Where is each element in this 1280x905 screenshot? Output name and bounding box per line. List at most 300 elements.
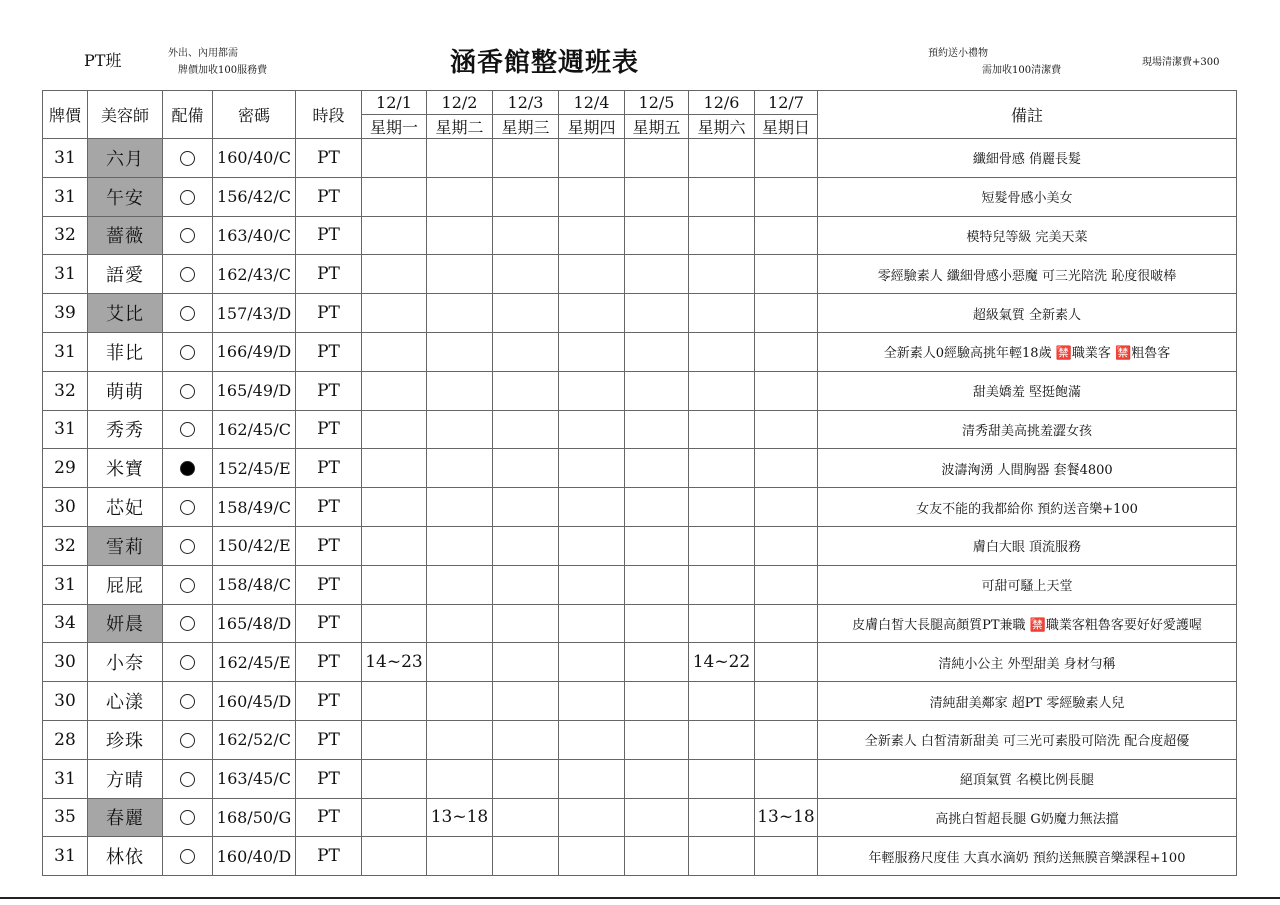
shift-cell bbox=[427, 139, 493, 178]
empty-circle-icon bbox=[180, 694, 195, 709]
shift-cell bbox=[427, 410, 493, 449]
shift-cell bbox=[625, 643, 689, 682]
equip-cell bbox=[163, 526, 213, 565]
price-cell: 30 bbox=[43, 643, 88, 682]
password-cell: 162/45/E bbox=[213, 643, 296, 682]
shift-cell bbox=[689, 410, 755, 449]
beautician-name-cell: 菲比 bbox=[88, 332, 163, 371]
shift-cell bbox=[689, 371, 755, 410]
col-header-date: 12/2 bbox=[427, 91, 493, 115]
equip-cell bbox=[163, 604, 213, 643]
period-cell: PT bbox=[296, 720, 362, 759]
period-cell: PT bbox=[296, 565, 362, 604]
shift-cell bbox=[559, 449, 625, 488]
col-header-weekday: 星期日 bbox=[755, 115, 818, 139]
table-row bbox=[43, 332, 1237, 371]
price-cell: 32 bbox=[43, 216, 88, 255]
shift-cell bbox=[493, 682, 559, 721]
shift-cell bbox=[625, 488, 689, 527]
onsite-cleaning-fee-note: 現場清潔費+300 bbox=[1142, 57, 1220, 68]
shift-cell bbox=[427, 255, 493, 294]
shift-cell bbox=[493, 837, 559, 876]
shift-cell bbox=[559, 332, 625, 371]
table-row bbox=[43, 682, 1237, 721]
beautician-name-cell: 秀秀 bbox=[88, 410, 163, 449]
shift-cell bbox=[755, 216, 818, 255]
beautician-name-cell: 芯妃 bbox=[88, 488, 163, 527]
password-cell: 162/45/C bbox=[213, 410, 296, 449]
remark-cell: 甜美嬌羞 堅挺飽滿 bbox=[818, 371, 1237, 410]
password-cell: 168/50/G bbox=[213, 798, 296, 837]
shift-cell bbox=[493, 255, 559, 294]
beautician-name-cell: 方晴 bbox=[88, 759, 163, 798]
period-cell: PT bbox=[296, 759, 362, 798]
price-cell: 34 bbox=[43, 604, 88, 643]
password-cell: 166/49/D bbox=[213, 332, 296, 371]
period-cell: PT bbox=[296, 643, 362, 682]
remark-cell: 零經驗素人 纖細骨感小惡魔 可三光陪洗 恥度很啵棒 bbox=[818, 255, 1237, 294]
shift-cell bbox=[559, 371, 625, 410]
shift-cell bbox=[493, 604, 559, 643]
shift-cell bbox=[625, 332, 689, 371]
shift-cell bbox=[755, 410, 818, 449]
shift-cell bbox=[625, 565, 689, 604]
remark-cell: 纖細骨感 俏麗長髮 bbox=[818, 139, 1237, 178]
shift-cell bbox=[427, 177, 493, 216]
booking-note-line-1: 預約送小禮物 bbox=[928, 48, 988, 59]
shift-cell bbox=[362, 837, 427, 876]
beautician-name-cell: 午安 bbox=[88, 177, 163, 216]
shift-cell bbox=[755, 371, 818, 410]
remark-cell: 清秀甜美高挑羞澀女孩 bbox=[818, 410, 1237, 449]
shift-cell bbox=[362, 720, 427, 759]
table-row bbox=[43, 759, 1237, 798]
remark-cell: 清純甜美鄰家 超PT 零經驗素人兒 bbox=[818, 682, 1237, 721]
col-header-date: 12/4 bbox=[559, 91, 625, 115]
empty-circle-icon bbox=[180, 151, 195, 166]
shift-cell bbox=[427, 720, 493, 759]
beautician-name-cell: 六月 bbox=[88, 139, 163, 178]
shift-cell bbox=[689, 798, 755, 837]
beautician-name-cell: 雪莉 bbox=[88, 526, 163, 565]
shift-cell bbox=[362, 332, 427, 371]
empty-circle-icon bbox=[180, 500, 195, 515]
filled-circle-icon bbox=[180, 461, 195, 476]
period-cell: PT bbox=[296, 371, 362, 410]
remark-cell: 清純小公主 外型甜美 身材勻稱 bbox=[818, 643, 1237, 682]
shift-cell bbox=[689, 720, 755, 759]
shift-cell bbox=[755, 255, 818, 294]
shift-cell bbox=[755, 604, 818, 643]
shift-cell bbox=[755, 139, 818, 178]
shift-cell bbox=[625, 294, 689, 333]
equip-cell bbox=[163, 294, 213, 333]
price-cell: 31 bbox=[43, 759, 88, 798]
class-label: PT班 bbox=[84, 51, 122, 70]
shift-cell bbox=[689, 759, 755, 798]
period-cell: PT bbox=[296, 216, 362, 255]
beautician-name-cell: 萌萌 bbox=[88, 371, 163, 410]
shift-cell: 13~18 bbox=[755, 798, 818, 837]
col-header-weekday: 星期六 bbox=[689, 115, 755, 139]
shift-cell bbox=[493, 177, 559, 216]
period-cell: PT bbox=[296, 255, 362, 294]
password-cell: 150/42/E bbox=[213, 526, 296, 565]
col-header-weekday: 星期一 bbox=[362, 115, 427, 139]
shift-cell bbox=[362, 682, 427, 721]
shift-cell bbox=[362, 604, 427, 643]
empty-circle-icon bbox=[180, 578, 195, 593]
shift-cell bbox=[559, 798, 625, 837]
period-cell: PT bbox=[296, 449, 362, 488]
price-cell: 31 bbox=[43, 837, 88, 876]
empty-circle-icon bbox=[180, 772, 195, 787]
empty-circle-icon bbox=[180, 345, 195, 360]
shift-cell bbox=[625, 449, 689, 488]
beautician-name-cell: 珍珠 bbox=[88, 720, 163, 759]
price-cell: 29 bbox=[43, 449, 88, 488]
shift-cell bbox=[625, 798, 689, 837]
shift-cell bbox=[559, 604, 625, 643]
shift-cell bbox=[625, 682, 689, 721]
shift-cell bbox=[755, 759, 818, 798]
shift-cell bbox=[559, 643, 625, 682]
shift-cell bbox=[755, 526, 818, 565]
shift-cell bbox=[427, 837, 493, 876]
price-cell: 39 bbox=[43, 294, 88, 333]
remark-cell: 全新素人 白皙清新甜美 可三光可素股可陪洗 配合度超優 bbox=[818, 720, 1237, 759]
password-cell: 152/45/E bbox=[213, 449, 296, 488]
shift-cell bbox=[689, 565, 755, 604]
remark-cell: 短髮骨感小美女 bbox=[818, 177, 1237, 216]
empty-circle-icon bbox=[180, 190, 195, 205]
period-cell: PT bbox=[296, 604, 362, 643]
equip-cell bbox=[163, 643, 213, 682]
shift-cell bbox=[362, 488, 427, 527]
price-cell: 32 bbox=[43, 526, 88, 565]
shift-cell bbox=[755, 565, 818, 604]
shift-cell bbox=[559, 759, 625, 798]
shift-cell bbox=[362, 139, 427, 178]
shift-cell bbox=[689, 604, 755, 643]
table-row bbox=[43, 294, 1237, 333]
schedule-body bbox=[43, 139, 1237, 876]
col-header-name: 美容師 bbox=[88, 91, 163, 139]
period-cell: PT bbox=[296, 798, 362, 837]
password-cell: 160/40/D bbox=[213, 837, 296, 876]
empty-circle-icon bbox=[180, 810, 195, 825]
shift-cell bbox=[559, 488, 625, 527]
shift-cell bbox=[493, 488, 559, 527]
shift-cell bbox=[689, 488, 755, 527]
shift-cell bbox=[427, 488, 493, 527]
empty-circle-icon bbox=[180, 228, 195, 243]
shift-cell bbox=[427, 682, 493, 721]
remark-cell: 膚白大眼 頂流服務 bbox=[818, 526, 1237, 565]
schedule-table bbox=[42, 90, 1237, 876]
col-header-price: 牌價 bbox=[43, 91, 88, 139]
table-row bbox=[43, 371, 1237, 410]
beautician-name-cell: 米寶 bbox=[88, 449, 163, 488]
shift-cell bbox=[362, 255, 427, 294]
shift-cell bbox=[427, 294, 493, 333]
shift-cell bbox=[427, 526, 493, 565]
page-bottom-divider bbox=[0, 897, 1280, 899]
remark-cell: 波濤洶湧 人間胸器 套餐4800 bbox=[818, 449, 1237, 488]
shift-cell bbox=[362, 526, 427, 565]
shift-cell: 14~22 bbox=[689, 643, 755, 682]
shift-cell bbox=[362, 216, 427, 255]
col-header-period: 時段 bbox=[296, 91, 362, 139]
price-cell: 30 bbox=[43, 682, 88, 721]
table-row bbox=[43, 449, 1237, 488]
period-cell: PT bbox=[296, 410, 362, 449]
period-cell: PT bbox=[296, 332, 362, 371]
shift-cell bbox=[559, 216, 625, 255]
shift-cell: 13~18 bbox=[427, 798, 493, 837]
table-row bbox=[43, 255, 1237, 294]
table-row bbox=[43, 604, 1237, 643]
equip-cell bbox=[163, 177, 213, 216]
price-cell: 31 bbox=[43, 139, 88, 178]
shift-cell bbox=[493, 139, 559, 178]
shift-cell bbox=[427, 216, 493, 255]
shift-cell bbox=[755, 720, 818, 759]
shift-cell bbox=[427, 759, 493, 798]
empty-circle-icon bbox=[180, 655, 195, 670]
shift-cell bbox=[755, 682, 818, 721]
remark-cell: 女友不能的我都給你 預約送音樂+100 bbox=[818, 488, 1237, 527]
shift-cell bbox=[427, 449, 493, 488]
password-cell: 162/43/C bbox=[213, 255, 296, 294]
table-row bbox=[43, 488, 1237, 527]
equip-cell bbox=[163, 682, 213, 721]
shift-cell bbox=[362, 294, 427, 333]
shift-cell bbox=[755, 643, 818, 682]
shift-cell bbox=[625, 604, 689, 643]
beautician-name-cell: 心漾 bbox=[88, 682, 163, 721]
shift-cell bbox=[559, 294, 625, 333]
empty-circle-icon bbox=[180, 849, 195, 864]
period-cell: PT bbox=[296, 177, 362, 216]
shift-cell bbox=[427, 604, 493, 643]
remark-cell: 年輕服務尺度佳 大真水滴奶 預約送無膜音樂課程+100 bbox=[818, 837, 1237, 876]
period-cell: PT bbox=[296, 294, 362, 333]
equip-cell bbox=[163, 565, 213, 604]
password-cell: 158/48/C bbox=[213, 565, 296, 604]
shift-cell bbox=[559, 720, 625, 759]
period-cell: PT bbox=[296, 488, 362, 527]
shift-cell bbox=[689, 216, 755, 255]
equip-cell bbox=[163, 837, 213, 876]
password-cell: 160/45/D bbox=[213, 682, 296, 721]
shift-cell bbox=[493, 643, 559, 682]
beautician-name-cell: 語愛 bbox=[88, 255, 163, 294]
table-row bbox=[43, 643, 1237, 682]
shift-cell bbox=[362, 565, 427, 604]
empty-circle-icon bbox=[180, 616, 195, 631]
period-cell: PT bbox=[296, 526, 362, 565]
col-header-date: 12/7 bbox=[755, 91, 818, 115]
beautician-name-cell: 林依 bbox=[88, 837, 163, 876]
equip-cell bbox=[163, 798, 213, 837]
shift-cell bbox=[559, 526, 625, 565]
equip-cell bbox=[163, 216, 213, 255]
col-header-weekday: 星期三 bbox=[493, 115, 559, 139]
page-title: 涵香館整週班表 bbox=[450, 48, 640, 78]
shift-cell bbox=[559, 177, 625, 216]
shift-cell bbox=[493, 449, 559, 488]
col-header-date: 12/6 bbox=[689, 91, 755, 115]
shift-cell bbox=[559, 682, 625, 721]
table-row bbox=[43, 720, 1237, 759]
shift-cell bbox=[755, 177, 818, 216]
password-cell: 157/43/D bbox=[213, 294, 296, 333]
shift-cell bbox=[625, 720, 689, 759]
col-header-date: 12/3 bbox=[493, 91, 559, 115]
equip-cell bbox=[163, 410, 213, 449]
shift-cell bbox=[493, 410, 559, 449]
empty-circle-icon bbox=[180, 384, 195, 399]
shift-cell bbox=[493, 371, 559, 410]
col-header-date: 12/1 bbox=[362, 91, 427, 115]
col-header-remark: 備註 bbox=[818, 91, 1237, 139]
table-row bbox=[43, 410, 1237, 449]
price-cell: 30 bbox=[43, 488, 88, 527]
price-cell: 31 bbox=[43, 255, 88, 294]
booking-note-line-2: 需加收100清潔費 bbox=[982, 65, 1062, 76]
shift-cell bbox=[362, 177, 427, 216]
table-row bbox=[43, 139, 1237, 178]
equip-cell bbox=[163, 332, 213, 371]
service-fee-note-line-2: 牌價加收100服務費 bbox=[178, 65, 268, 76]
shift-cell bbox=[625, 526, 689, 565]
equip-cell bbox=[163, 449, 213, 488]
shift-cell bbox=[625, 371, 689, 410]
shift-cell bbox=[689, 255, 755, 294]
shift-cell bbox=[689, 449, 755, 488]
shift-cell bbox=[625, 216, 689, 255]
shift-cell bbox=[625, 177, 689, 216]
col-header-weekday: 星期四 bbox=[559, 115, 625, 139]
shift-cell bbox=[755, 449, 818, 488]
col-header-password: 密碼 bbox=[213, 91, 296, 139]
empty-circle-icon bbox=[180, 306, 195, 321]
period-cell: PT bbox=[296, 682, 362, 721]
shift-cell bbox=[755, 837, 818, 876]
col-header-weekday: 星期五 bbox=[625, 115, 689, 139]
shift-cell bbox=[755, 294, 818, 333]
beautician-name-cell: 屁屁 bbox=[88, 565, 163, 604]
empty-circle-icon bbox=[180, 539, 195, 554]
price-cell: 31 bbox=[43, 177, 88, 216]
equip-cell bbox=[163, 255, 213, 294]
beautician-name-cell: 艾比 bbox=[88, 294, 163, 333]
shift-cell bbox=[493, 526, 559, 565]
remark-cell: 絕頂氣質 名模比例長腿 bbox=[818, 759, 1237, 798]
shift-cell bbox=[362, 371, 427, 410]
shift-cell bbox=[427, 332, 493, 371]
remark-cell: 高挑白皙超長腿 G奶魔力無法擋 bbox=[818, 798, 1237, 837]
shift-cell bbox=[427, 565, 493, 604]
password-cell: 165/49/D bbox=[213, 371, 296, 410]
shift-cell bbox=[689, 682, 755, 721]
price-cell: 31 bbox=[43, 332, 88, 371]
beautician-name-cell: 薔薇 bbox=[88, 216, 163, 255]
price-cell: 31 bbox=[43, 565, 88, 604]
shift-cell bbox=[689, 177, 755, 216]
shift-cell: 14~23 bbox=[362, 643, 427, 682]
price-cell: 32 bbox=[43, 371, 88, 410]
shift-cell bbox=[689, 294, 755, 333]
shift-cell bbox=[689, 837, 755, 876]
shift-cell bbox=[755, 488, 818, 527]
equip-cell bbox=[163, 759, 213, 798]
shift-cell bbox=[559, 255, 625, 294]
shift-cell bbox=[559, 410, 625, 449]
shift-cell bbox=[427, 643, 493, 682]
period-cell: PT bbox=[296, 837, 362, 876]
shift-cell bbox=[689, 526, 755, 565]
remark-cell: 皮膚白皙大長腿高顏質PT兼職 🈲職業客粗魯客要好好愛護喔 bbox=[818, 604, 1237, 643]
table-row bbox=[43, 177, 1237, 216]
col-header-date: 12/5 bbox=[625, 91, 689, 115]
empty-circle-icon bbox=[180, 267, 195, 282]
shift-cell bbox=[493, 565, 559, 604]
shift-cell bbox=[559, 139, 625, 178]
remark-cell: 全新素人0經驗高挑年輕18歲 🈲職業客 🈲粗魯客 bbox=[818, 332, 1237, 371]
shift-cell bbox=[559, 565, 625, 604]
password-cell: 158/49/C bbox=[213, 488, 296, 527]
password-cell: 163/40/C bbox=[213, 216, 296, 255]
table-row bbox=[43, 798, 1237, 837]
remark-cell: 超級氣質 全新素人 bbox=[818, 294, 1237, 333]
beautician-name-cell: 春麗 bbox=[88, 798, 163, 837]
shift-cell bbox=[493, 798, 559, 837]
shift-cell bbox=[559, 837, 625, 876]
shift-cell bbox=[625, 837, 689, 876]
remark-cell: 模特兒等級 完美天菜 bbox=[818, 216, 1237, 255]
password-cell: 156/42/C bbox=[213, 177, 296, 216]
col-header-weekday: 星期二 bbox=[427, 115, 493, 139]
period-cell: PT bbox=[296, 139, 362, 178]
shift-cell bbox=[625, 410, 689, 449]
password-cell: 162/52/C bbox=[213, 720, 296, 759]
shift-cell bbox=[625, 139, 689, 178]
price-cell: 28 bbox=[43, 720, 88, 759]
shift-cell bbox=[689, 332, 755, 371]
table-row bbox=[43, 565, 1237, 604]
shift-cell bbox=[493, 216, 559, 255]
remark-cell: 可甜可騷上天堂 bbox=[818, 565, 1237, 604]
equip-cell bbox=[163, 720, 213, 759]
table-row bbox=[43, 837, 1237, 876]
password-cell: 163/45/C bbox=[213, 759, 296, 798]
shift-cell bbox=[362, 410, 427, 449]
price-cell: 35 bbox=[43, 798, 88, 837]
equip-cell bbox=[163, 488, 213, 527]
empty-circle-icon bbox=[180, 422, 195, 437]
shift-cell bbox=[625, 759, 689, 798]
equip-cell bbox=[163, 371, 213, 410]
beautician-name-cell: 小奈 bbox=[88, 643, 163, 682]
shift-cell bbox=[493, 720, 559, 759]
table-row bbox=[43, 526, 1237, 565]
shift-cell bbox=[493, 332, 559, 371]
password-cell: 160/40/C bbox=[213, 139, 296, 178]
equip-cell bbox=[163, 139, 213, 178]
shift-cell bbox=[493, 294, 559, 333]
